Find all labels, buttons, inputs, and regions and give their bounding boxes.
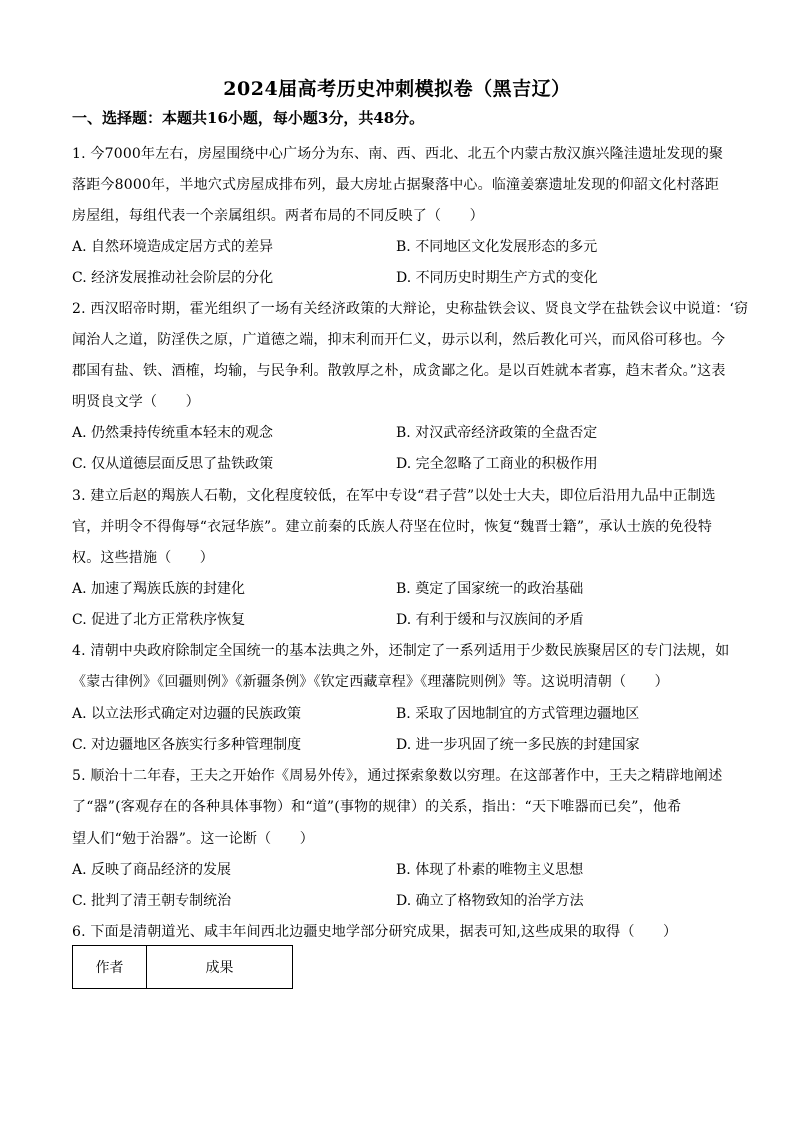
question-1-option-b: B. 不同地区文化发展形态的多元 bbox=[396, 239, 598, 255]
question-5-option-a: A. 反映了商品经济的发展 bbox=[72, 862, 232, 878]
question-1-option-a: A. 自然环境造成定居方式的差异 bbox=[72, 239, 274, 255]
question-3-option-b: B. 奠定了国家统一的政治基础 bbox=[396, 581, 584, 597]
question-1-line-3: 房屋组，每组代表一个亲属组织。两者布局的不同反映了（ ） bbox=[72, 208, 484, 224]
table-header-results: 成果 bbox=[147, 946, 293, 989]
question-4-option-b: B. 采取了因地制宜的方式管理边疆地区 bbox=[396, 706, 640, 722]
question-1-line-2: 落距今8000年，半地穴式房屋成排布列，最大房址占据聚落中心。临潼姜寨遗址发现的仰韶文化村落距 bbox=[72, 177, 720, 193]
question-5-line-1: 5. 顺治十二年春，王夫之开始作《周易外传》，通过探索象数以穷理。在这部著作中，王夫之精辟地阐述 bbox=[72, 768, 723, 784]
question-6-line-1: 6. 下面是清朝道光、咸丰年间西北边疆史地学部分研究成果，据表可知,这些成果的取得（ ） bbox=[72, 924, 678, 940]
results-table bbox=[72, 945, 293, 989]
question-2-line-2: 闻治人之道，防淫佚之原，广道德之端，抑末利而开仁义，毋示以利，然后教化可兴，而风俗可移也。今 bbox=[72, 332, 726, 348]
question-1-line-1: 1. 今7000年左右，房屋围绕中心广场分为东、南、西、西北、北五个内蒙古敖汉旗兴隆洼遗址发现的聚 bbox=[72, 146, 724, 162]
question-5-option-b: B. 体现了朴素的唯物主义思想 bbox=[396, 862, 584, 878]
question-2-line-3: 郡国有盐、铁、酒榷，均输，与民争利。散敦厚之朴，成贪鄙之化。是以百姓就本者寡，趋末者众。”这表 bbox=[72, 363, 726, 379]
question-1-option-d: D. 不同历史时期生产方式的变化 bbox=[396, 270, 598, 286]
section-heading: 一、选择题：本题共16小题，每小题3分，共48分。 bbox=[72, 109, 425, 127]
question-4-option-c: C. 对边疆地区各族实行多种管理制度 bbox=[72, 737, 302, 753]
question-4-line-1: 4. 清朝中央政府除制定全国统一的基本法典之外，还制定了一系列适用于少数民族聚居区的专门法规，如 bbox=[72, 643, 730, 659]
question-3-option-c: C. 促进了北方正常秩序恢复 bbox=[72, 612, 246, 628]
question-2-line-4: 明贤良文学（ ） bbox=[72, 394, 200, 410]
question-3-option-d: D. 有利于缓和与汉族间的矛盾 bbox=[396, 612, 584, 628]
question-2-option-d: D. 完全忽略了工商业的积极作用 bbox=[396, 456, 598, 472]
question-2-option-a: A. 仍然秉持传统重本轻末的观念 bbox=[72, 425, 274, 441]
question-3-line-3: 权。这些措施（ ） bbox=[72, 550, 214, 566]
question-3-line-1: 3. 建立后赵的羯族人石勒，文化程度较低，在军中专设“君子营”以处士大夫，即位后沿用九品中正制选 bbox=[72, 488, 716, 504]
question-3-option-a: A. 加速了羯族氐族的封建化 bbox=[72, 581, 246, 597]
question-5-option-d: D. 确立了格物致知的治学方法 bbox=[396, 893, 584, 909]
question-1-option-c: C. 经济发展推动社会阶层的分化 bbox=[72, 270, 274, 286]
question-4-option-a: A. 以立法形式确定对边疆的民族政策 bbox=[72, 706, 302, 722]
question-2-line-1: 2. 西汉昭帝时期，霍光组织了一场有关经济政策的大辩论，史称盐铁会议、贤良文学在盐铁会议中说道：‘窃 bbox=[72, 301, 749, 317]
page-title: 2024届高考历史冲刺模拟卷（黑吉辽） bbox=[223, 78, 571, 100]
table-header-row bbox=[73, 946, 293, 989]
question-5-line-3: 望人们“勉于治器”。这一论断（ ） bbox=[72, 831, 314, 847]
question-3-line-2: 官，并明令不得侮辱“衣冠华族”。建立前秦的氐族人苻坚在位时，恢复“魏晋士籍”，承认士族的免役特 bbox=[72, 519, 713, 535]
question-2-option-c: C. 仅从道德层面反思了盐铁政策 bbox=[72, 456, 274, 472]
question-5-option-c: C. 批判了清王朝专制统治 bbox=[72, 893, 232, 909]
question-4-option-d: D. 进一步巩固了统一多民族的封建国家 bbox=[396, 737, 640, 753]
table-header-author: 作者 bbox=[73, 946, 147, 989]
question-5-line-2: 了“器”(客观存在的各种具体事物）和“道”(事物的规律）的关系，指出：“天下唯器而已矣”，他希 bbox=[72, 799, 682, 815]
question-4-line-2: 《蒙古律例》《回疆则例》《新疆条例》《钦定西藏章程》《理藩院则例》等。这说明清朝（ ） bbox=[72, 674, 669, 690]
question-2-option-b: B. 对汉武帝经济政策的全盘否定 bbox=[396, 425, 598, 441]
